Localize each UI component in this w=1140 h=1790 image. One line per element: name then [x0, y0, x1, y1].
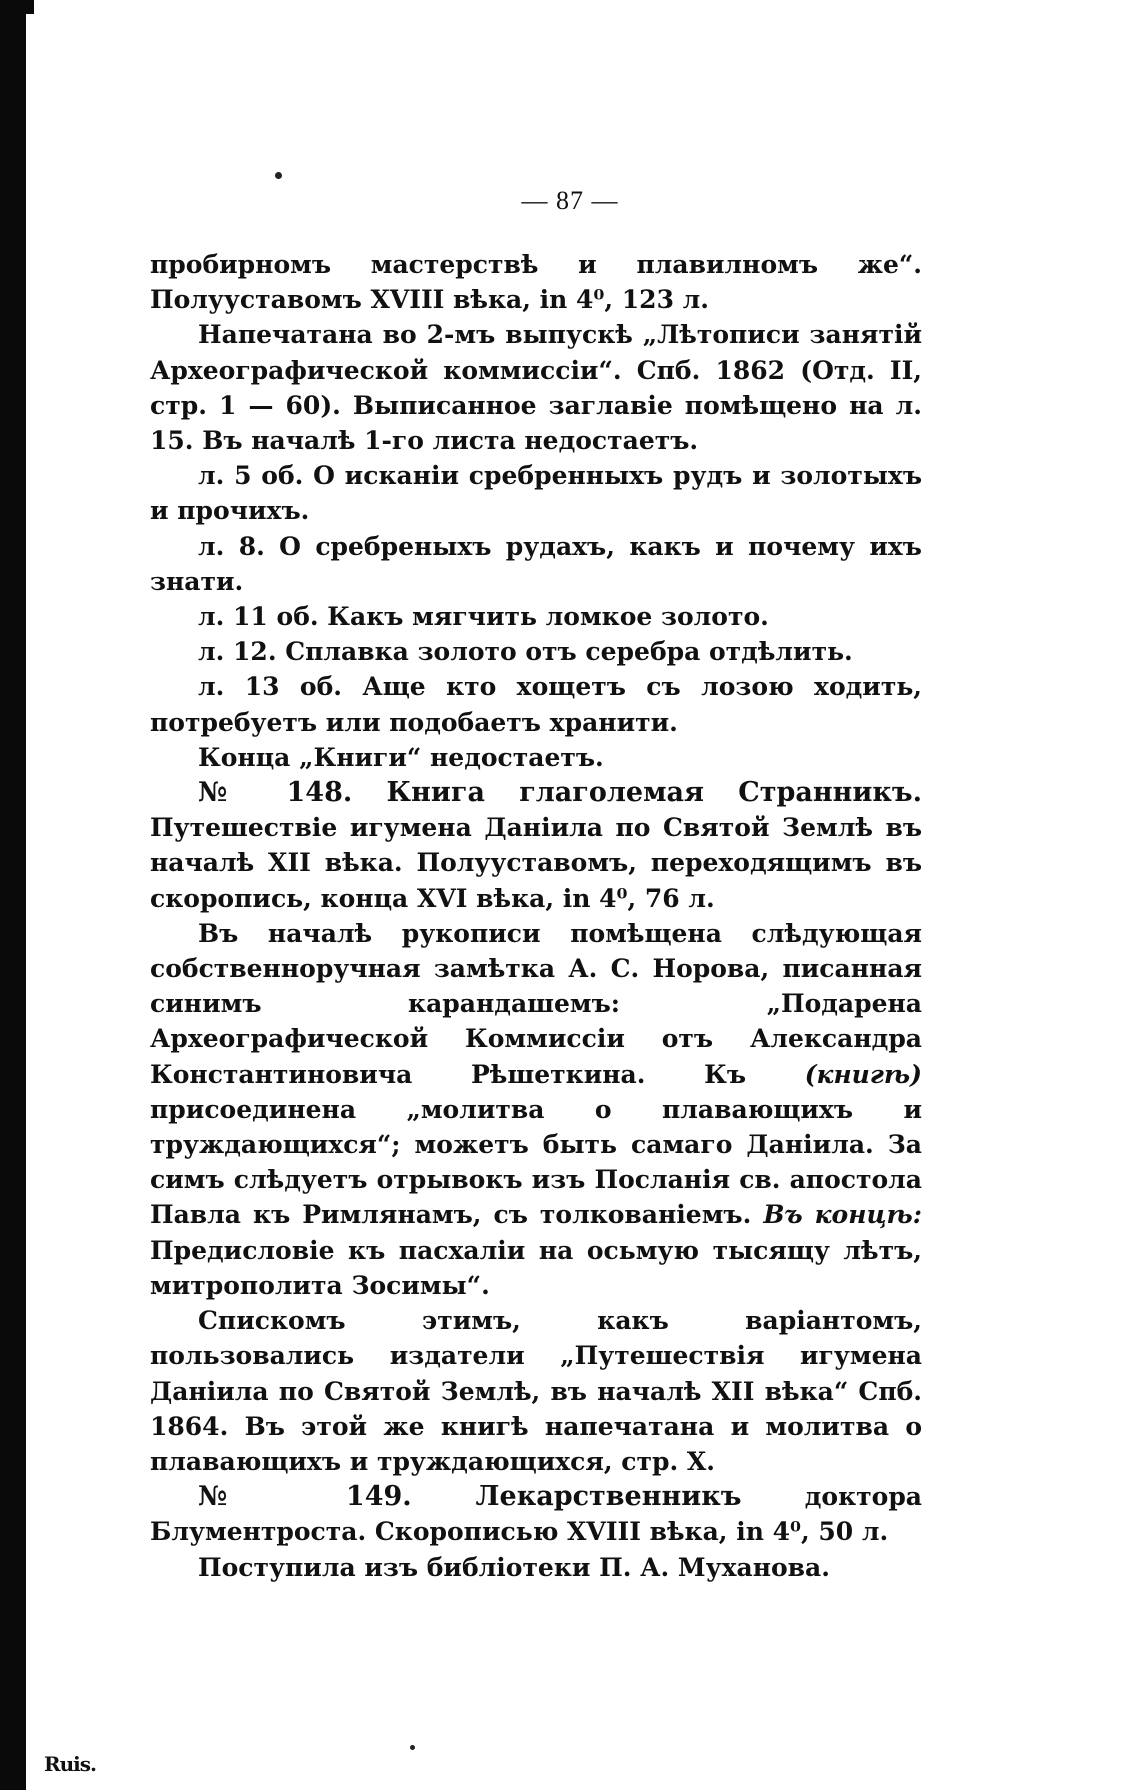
paragraph: л. 13 об. Аще кто хощетъ съ лозою ходить, потребуетъ или подобаетъ хранити. — [150, 672, 922, 737]
entry-148 — [150, 775, 922, 916]
paragraph: л. 11 об. Какъ мягчить ломкое золото. — [198, 602, 769, 632]
entry-149-heading: № 149. Лекарственникъ — [198, 1481, 742, 1513]
entry-148-note — [150, 916, 922, 1303]
paragraph: Конца „Книги“ недостаетъ. — [198, 742, 604, 772]
entry-148-description: Путешествіе игумена Даніила по Святой Землѣ въ началѣ XII вѣка. Полууставомъ, переходящимъ въ скоропись, конца XVI вѣка, in 4⁰, 76 л. — [150, 813, 922, 913]
scan-speck — [410, 1745, 415, 1750]
note-text: Въ началѣ рукописи помѣщена слѣдующая собственноручная замѣтка А. С. Норова, писанная синимъ карандашемъ: „Подарена Археографической Коммиссіи отъ Александра Константиновича Рѣшеткина. Къ — [150, 918, 922, 1089]
paragraph: л. 5 об. О исканіи сребренныхъ рудъ и золотыхъ и прочихъ. — [150, 461, 922, 526]
page-number: — 87 — — [521, 186, 619, 215]
scan-speck — [275, 172, 282, 179]
note-italic: Въ концѣ: — [763, 1200, 922, 1230]
library-stamp: Ruis. — [44, 1752, 96, 1776]
paragraph: л. 8. О сребреныхъ рудахъ, какъ и почему ихъ знати. — [150, 531, 922, 596]
entry-148-usage: Спискомъ этимъ, какъ варіантомъ, пользовались издатели „Путешествія игумена Даніила по Святой Землѣ, въ началѣ XII вѣка“ Спб. 1864. Въ этой же книгѣ напечатана и молитва о плавающихъ и труждающихся, стр. X. — [150, 1306, 922, 1476]
paragraph: Напечатана во 2-мъ выпускѣ „Лѣтописи занятій Археографической коммиссіи“. Спб. 1862 (Отд. II, стр. 1 — 60). Выписанное заглавіе помѣщено на л. 15. Въ началѣ 1-го листа недостаетъ. — [150, 320, 922, 456]
paragraph: пробирномъ мастерствѣ и плавилномъ же“. Полууставомъ XVIII вѣка, in 4⁰, 123 л. — [150, 250, 922, 315]
scan-left-edge — [0, 0, 26, 1790]
note-text: Предисловіе къ пасхаліи на осьмую тысящу лѣтъ, митрополита Зосимы“. — [150, 1235, 922, 1300]
note-italic: (книгѣ) — [804, 1059, 922, 1089]
entry-148-heading: № 148. Книга глаголемая Странникъ. — [198, 777, 922, 809]
entry-149-provenance: Поступила изъ библіотеки П. А. Муханова. — [198, 1552, 830, 1582]
paragraph: л. 12. Сплавка золото отъ серебра отдѣлить. — [198, 637, 853, 667]
note-text: присоединена „молитва о плавающихъ и труждающихся“; можетъ быть самаго Даніила. За симъ слѣдуетъ отрывокъ изъ Посланія св. апостола Павла къ Римлянамъ, съ толкованіемъ. — [150, 1094, 922, 1230]
page-text — [150, 247, 922, 1585]
scan-edge-notch — [26, 0, 34, 14]
entry-149 — [150, 1479, 922, 1549]
entry-149-description: доктора Блументроста. Скорописью XVIII вѣка, in 4⁰, 50 л. — [150, 1482, 922, 1547]
